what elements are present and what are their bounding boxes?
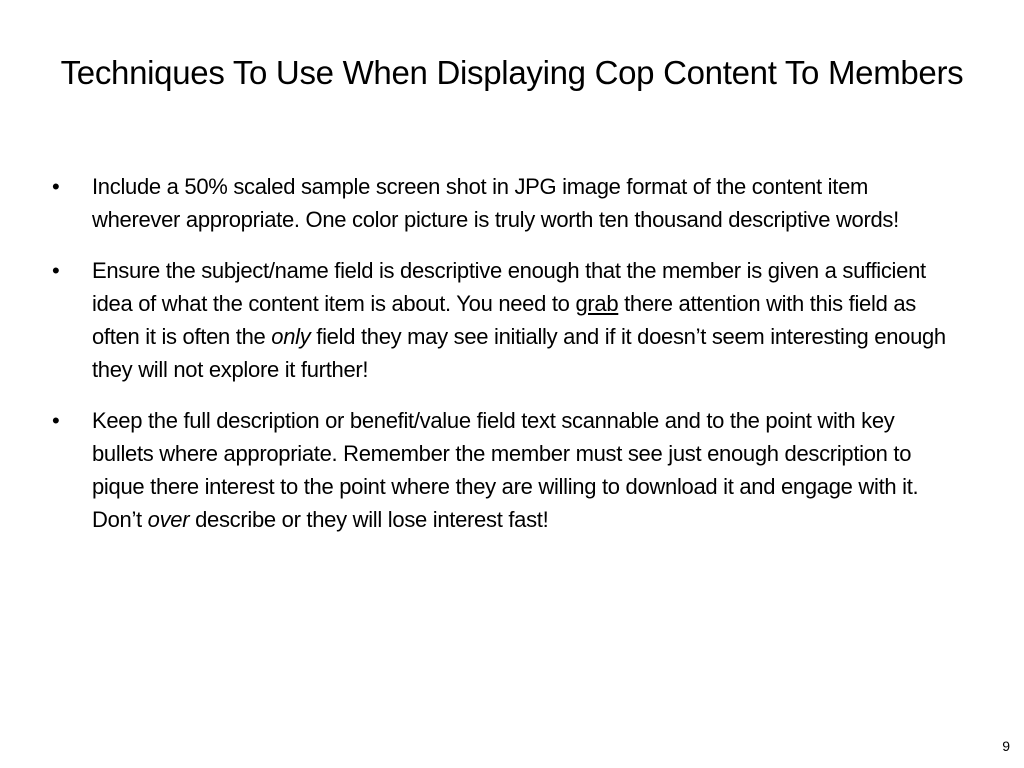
underlined-word: grab — [575, 291, 619, 316]
bullet-dot: • — [52, 408, 60, 433]
bullet-dot: • — [52, 258, 60, 283]
bullet-item — [0, 404, 1024, 536]
bullet-text: Include a 50% scaled sample screen shot in JPG image format of the content item wherever appropriate. One color picture is truly worth ten thousand descriptive words! — [92, 174, 899, 232]
bullet-text-segment: Ensure the subject/name field is descriptive enough that the member is given a sufficient idea of what the content item is about. You need to — [92, 258, 926, 316]
page-number: 9 — [1002, 738, 1010, 754]
bullet-text — [92, 258, 946, 382]
bullet-item — [0, 170, 1024, 236]
bullet-dot: • — [52, 174, 60, 199]
bullet-text-segment: Keep the full description or benefit/value field text scannable and to the point with key bullets where appropriate. Remember the member must see just enough description to pique there interest to the point where they are willing to download it and engage with it. Don’t — [92, 408, 919, 532]
bullet-text — [92, 408, 918, 532]
bullet-text-segment: there attention with this field as often it is often the — [92, 291, 916, 349]
slide-title: Techniques To Use When Displaying Cop Content To Members — [60, 54, 964, 91]
italic-word: only — [271, 324, 311, 349]
bullet-list — [0, 170, 1024, 554]
bullet-text-segment: field they may see initially and if it doesn’t seem interesting enough they will not explore it further! — [92, 324, 946, 382]
bullet-item — [0, 254, 1024, 386]
bullet-text-segment: describe or they will lose interest fast! — [189, 507, 549, 532]
italic-word: over — [147, 507, 190, 532]
